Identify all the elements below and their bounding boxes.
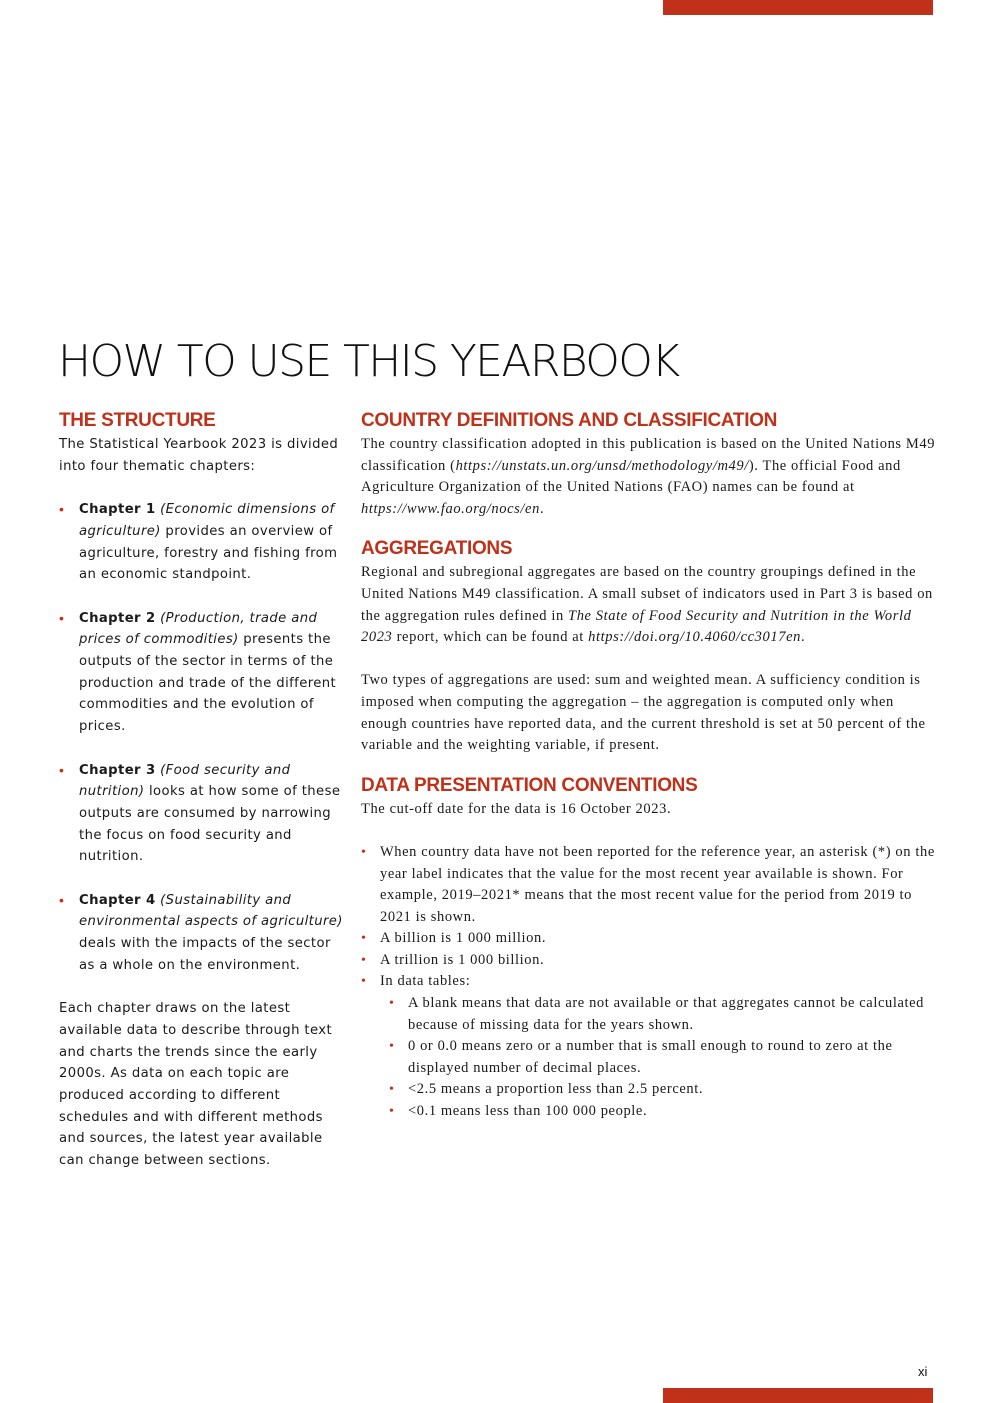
bullet-icon: • [59, 501, 64, 518]
chapter-name: Chapter 2 [79, 610, 156, 626]
bullet-icon: • [59, 891, 64, 908]
aggregations-paragraph [361, 562, 936, 648]
m49-link[interactable]: https://unstats.un.org/unsd/methodology/m49/ [455, 457, 749, 474]
chapter-name: Chapter 4 [79, 892, 156, 908]
aggregations-heading: AGGREGATIONS [361, 538, 513, 560]
conventions-list [361, 842, 936, 1123]
chapter-topic: (Economic dimensions of agriculture) [79, 502, 335, 539]
list-item: • A blank means that data are not available or that aggregates cannot be calculated because of missing data for the years shown. [389, 995, 925, 1033]
page-number: xi [918, 1364, 928, 1379]
chapter-topic: (Food security and nutrition) [79, 762, 291, 800]
country-paragraph [361, 434, 936, 520]
structure-intro: The Statistical Yearbook 2023 is divided into four thematic chapters: [59, 437, 339, 474]
chapter-item [59, 890, 344, 977]
aggregations-text: Regional and subregional aggregates are based on the country groupings defined in the United Nations M49 classification. A small subset of indicators used in Part 3 is based on the aggregation rules defined in [361, 564, 933, 624]
country-text: . [539, 500, 545, 517]
sofi-report-title: The State of Food Security and Nutrition in the World 2023 [361, 607, 912, 646]
aggregations-text: report, which can be found at [392, 629, 589, 646]
chapter-topic: (Sustainability and environmental aspects of agriculture) [79, 892, 343, 930]
chapter-item [59, 608, 344, 738]
list-item: • 0 or 0.0 means zero or a number that is small enough to round to zero at the displayed number of decimal places. [389, 1038, 893, 1076]
bottom-accent-bar [663, 1388, 933, 1403]
structure-closing: Each chapter draws on the latest available data to describe through text and charts the trends since the early 2000s. As data on each topic are produced according to different schedules and with different methods and sources, the latest year available can change between sections. [59, 1001, 333, 1169]
bullet-icon: • [361, 931, 367, 947]
structure-heading: THE STRUCTURE [59, 410, 216, 431]
chapter-description: deals with the impacts of the sector as a whole on the environment. [79, 936, 331, 973]
list-item: • In data tables: • A blank means that data are not available or that aggregates cannot be calculated because of missing data for the years shown. • 0 or 0.0 means zero or a number that is small enough to round to zero at the displayed number of decimal places. • <2.5 means a proportion less than 2.5 percent. • <0.1 means less than 100 000 people. [361, 971, 936, 1122]
chapter-description: looks at how some of these outputs are consumed by narrowing the focus on food security and nutrition. [79, 784, 341, 865]
country-heading: COUNTRY DEFINITIONS AND CLASSIFICATION [361, 410, 778, 431]
chapter-item [59, 760, 344, 869]
chapter-name: Chapter 3 [79, 762, 156, 778]
bullet-icon: • [361, 844, 367, 860]
bullet-icon: • [361, 974, 367, 990]
list-item: • When country data have not been reported for the reference year, an asterisk (*) on the year label indicates that the value for the most recent year available is shown. For example, 2019–2021* means that the most recent value for the period from 2019 to 2021 is shown. [361, 843, 935, 925]
list-item: • <2.5 means a proportion less than 2.5 percent. [380, 1079, 936, 1101]
chapter-description: presents the outputs of the sector in terms of the production and trade of the different commodities and the evolution of prices. [79, 632, 337, 735]
bullet-icon: • [59, 609, 64, 626]
page-title: HOW TO USE THIS YEARBOOK [58, 336, 679, 387]
bullet-icon: • [389, 1104, 395, 1120]
bullet-icon: • [389, 1039, 395, 1055]
cutoff-date-text: The cut-off date for the data is 16 October 2023. [361, 800, 672, 817]
chapter-topic: (Production, trade and prices of commodities) [79, 610, 318, 648]
country-text: The country classification adopted in this publication is based on the United Nations M49 classification ( [361, 436, 936, 474]
list-item: • A trillion is 1 000 billion. [361, 950, 936, 972]
chapter-description: provides an overview of agriculture, forestry and fishing from an economic standpoint. [79, 523, 338, 583]
sofi-report-link[interactable]: https://doi.org/10.4060/cc3017en [588, 629, 801, 646]
chapter-name: Chapter 1 [79, 502, 156, 518]
bullet-icon: • [389, 1082, 395, 1098]
definitions-column [361, 408, 936, 1123]
bullet-icon: • [361, 952, 367, 968]
data-tables-sublist [380, 993, 936, 1123]
chapter-list [59, 499, 344, 976]
country-text: ). The official Food and Agriculture Organization of the United Nations (FAO) names can be found at [361, 457, 901, 496]
bullet-icon: • [389, 996, 395, 1012]
top-accent-bar [663, 0, 933, 15]
aggregations-text: . [800, 629, 806, 646]
structure-column [59, 408, 344, 1172]
list-item: • <0.1 means less than 100 000 people. [380, 1101, 936, 1123]
aggregations-types-paragraph: Two types of aggregations are used: sum and weighted mean. A sufficiency condition is imposed when computing the aggregation – the aggregation is computed only when enough countries have reported data, and the current threshold is set at 50 percent of the variable and the weighting variable, if present. [361, 672, 926, 754]
conventions-heading: DATA PRESENTATION CONVENTIONS [361, 774, 698, 796]
fao-names-link[interactable]: https://www.fao.org/nocs/en [361, 500, 540, 517]
list-item: • A billion is 1 000 million. [361, 928, 936, 950]
bullet-icon: • [59, 761, 64, 778]
chapter-item [59, 499, 344, 586]
